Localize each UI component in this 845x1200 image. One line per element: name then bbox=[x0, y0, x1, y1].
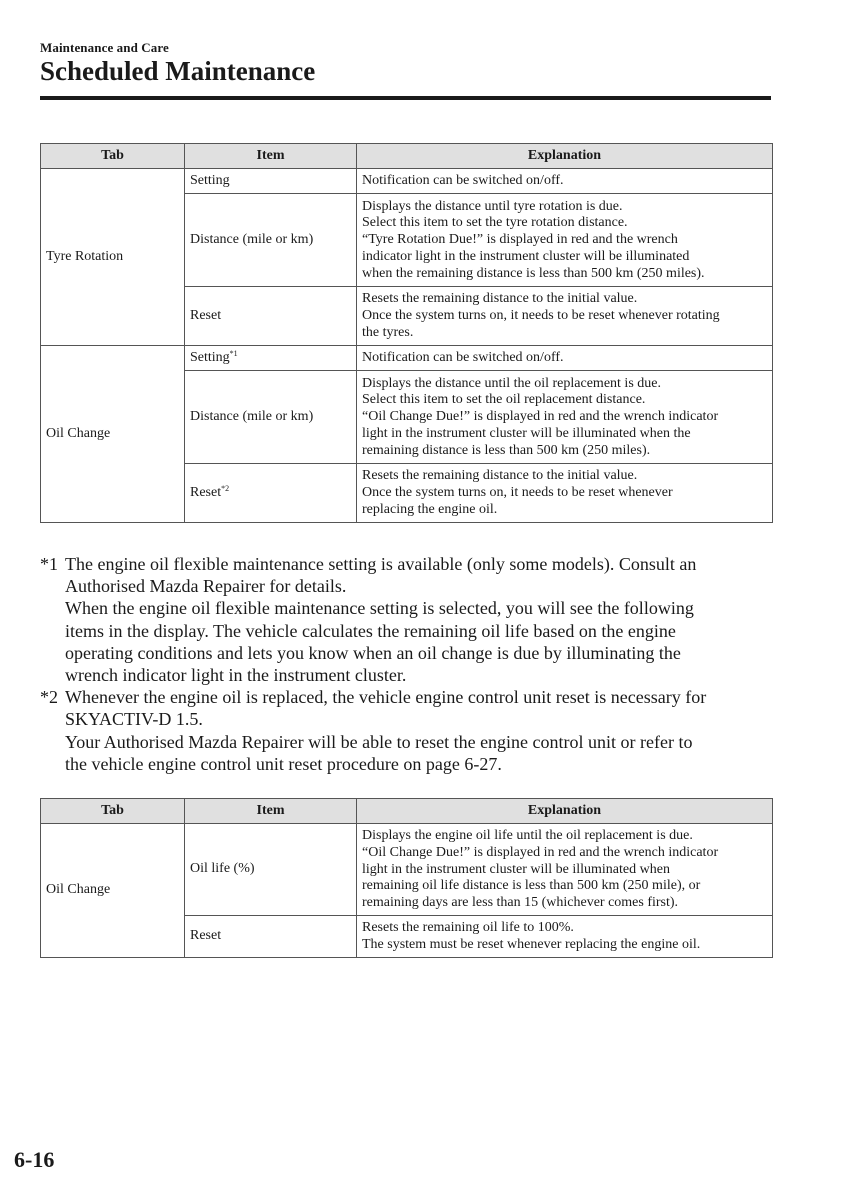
page-title: Scheduled Maintenance bbox=[40, 56, 316, 86]
footnote-mark: *1 bbox=[40, 554, 58, 574]
tyre-oil-maintenance-table bbox=[40, 143, 773, 523]
item-cell: Distance (mile or km) bbox=[185, 371, 357, 464]
tab-cell-oil-change: Oil Change bbox=[41, 824, 185, 958]
table-row bbox=[41, 169, 773, 194]
footnotes bbox=[40, 553, 800, 775]
item-cell: Setting$^{*1}$ bbox=[185, 346, 357, 371]
footnote-ref: *2 bbox=[221, 483, 230, 493]
explanation-cell: Displays the distance until tyre rotation is due. Select this item to set the tyre rotation distance. “Tyre Rotation Due!” is displayed in red and the wrench indicator light in the instrument cluster will be illuminated when the remaining distance is less than 500 km (250 miles). bbox=[357, 194, 773, 287]
table-row bbox=[41, 824, 773, 916]
section-label: Maintenance and Care bbox=[40, 40, 169, 55]
tab-cell-tyre-rotation: Tyre Rotation bbox=[41, 169, 185, 346]
item-cell: Distance (mile or km) bbox=[185, 194, 357, 287]
footnote-text: Whenever the engine oil is replaced, the vehicle engine control unit reset is necessary for SKYACTIV-D 1.5. Your Authorised Mazda Repairer will be able to reset the engine control unit or refer to the vehicle engine control unit reset procedure on page 6-27. bbox=[65, 687, 707, 774]
column-header-explanation: Explanation bbox=[357, 799, 773, 824]
explanation-cell: Notification can be switched on/off. bbox=[357, 346, 773, 371]
item-cell: Reset bbox=[185, 287, 357, 346]
explanation-cell: Displays the engine oil life until the oil replacement is due. “Oil Change Due!” is displayed in red and the wrench indicator light in the instrument cluster will be illuminated when remaining oil life distance is less than 500 km (250 mile), or remaining days are less than 15 (whichever comes first). bbox=[357, 824, 773, 916]
item-cell: Reset bbox=[185, 916, 357, 958]
explanation-cell: Resets the remaining distance to the initial value. Once the system turns on, it needs to be reset whenever replacing the engine oil. bbox=[357, 464, 773, 523]
column-header-item: Item bbox=[185, 144, 357, 169]
page-number: 6-16 bbox=[14, 1147, 55, 1172]
footnote-1 bbox=[40, 553, 800, 686]
item-cell: Oil life (%) bbox=[185, 824, 357, 916]
footnote-ref: *1 bbox=[229, 348, 238, 358]
table-row bbox=[41, 346, 773, 371]
table-header-row bbox=[41, 799, 773, 824]
explanation-cell: Resets the remaining oil life to 100%. The system must be reset whenever replacing the engine oil. bbox=[357, 916, 773, 958]
footnote-text: The engine oil flexible maintenance setting is available (only some models). Consult an Authorised Mazda Repairer for details. When the engine oil flexible maintenance setting is selected, you will see the following items in the display. The vehicle calculates the remaining oil life based on the engine operating conditions and lets you know when an oil change is due by illuminating the wrench indicator light in the instrument cluster. bbox=[65, 554, 697, 686]
tab-cell-oil-change: Oil Change bbox=[41, 346, 185, 523]
oil-life-maintenance-table bbox=[40, 798, 773, 958]
footnote-2 bbox=[40, 686, 800, 775]
title-rule bbox=[40, 96, 771, 100]
table-header-row bbox=[41, 144, 773, 169]
explanation-cell: Notification can be switched on/off. bbox=[357, 169, 773, 194]
footnote-mark: *2 bbox=[40, 687, 58, 708]
item-cell: Setting bbox=[185, 169, 357, 194]
item-cell: Reset$^{*2}$ bbox=[185, 464, 357, 523]
column-header-explanation: Explanation bbox=[357, 144, 773, 169]
column-header-tab: Tab bbox=[41, 144, 185, 169]
column-header-item: Item bbox=[185, 799, 357, 824]
explanation-cell: Displays the distance until the oil replacement is due. Select this item to set the oil replacement distance. “Oil Change Due!” is displayed in red and the wrench indicator light in the instrument cluster will be illuminated when the remaining distance is less than 500 km (250 miles). bbox=[357, 371, 773, 464]
column-header-tab: Tab bbox=[41, 799, 185, 824]
explanation-cell: Resets the remaining distance to the initial value. Once the system turns on, it needs to be reset whenever rotating the tyres. bbox=[357, 287, 773, 346]
